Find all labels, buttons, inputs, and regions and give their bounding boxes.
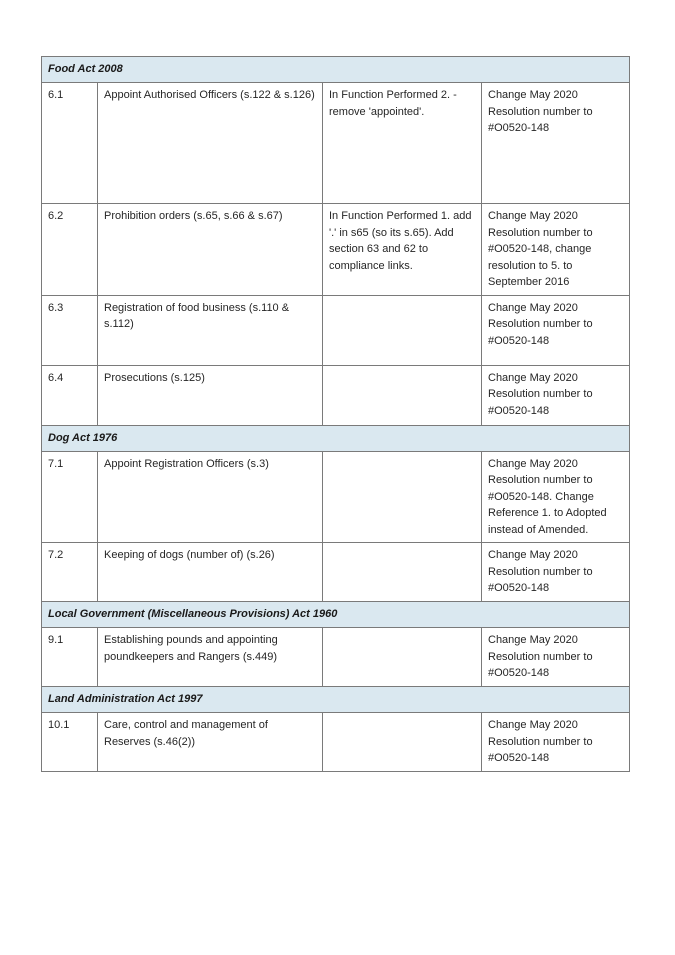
table-row <box>42 543 630 602</box>
function-cell: Registration of food business (s.110 & s.112) <box>98 295 323 365</box>
item-number: 6.1 <box>42 83 98 204</box>
section-header-row <box>42 425 630 451</box>
change-cell: Change May 2020 Resolution number to #O0520-148 <box>482 83 630 204</box>
note-cell <box>323 543 482 602</box>
section-header-row <box>42 57 630 83</box>
table-row <box>42 713 630 772</box>
table-row <box>42 451 630 543</box>
table-row <box>42 83 630 204</box>
function-cell: Prohibition orders (s.65, s.66 & s.67) <box>98 204 323 296</box>
change-cell: Change May 2020 Resolution number to #O0520-148 <box>482 295 630 365</box>
item-number: 6.3 <box>42 295 98 365</box>
note-cell <box>323 451 482 543</box>
change-cell: Change May 2020 Resolution number to #O0520-148 <box>482 543 630 602</box>
section-title: Land Administration Act 1997 <box>42 687 630 713</box>
section-title: Local Government (Miscellaneous Provisions) Act 1960 <box>42 602 630 628</box>
delegations-table <box>41 56 630 772</box>
table-row <box>42 365 630 425</box>
item-number: 7.2 <box>42 543 98 602</box>
note-cell: In Function Performed 1. add '.' in s65 (so its s.65). Add section 63 and 62 to compliance links. <box>323 204 482 296</box>
change-cell: Change May 2020 Resolution number to #O0520-148. Change Reference 1. to Adopted instead of Amended. <box>482 451 630 543</box>
change-cell: Change May 2020 Resolution number to #O0520-148 <box>482 628 630 687</box>
function-cell: Care, control and management of Reserves (s.46(2)) <box>98 713 323 772</box>
change-cell: Change May 2020 Resolution number to #O0520-148, change resolution to 5. to September 2016 <box>482 204 630 296</box>
item-number: 9.1 <box>42 628 98 687</box>
function-cell: Establishing pounds and appointing poundkeepers and Rangers (s.449) <box>98 628 323 687</box>
table-row <box>42 204 630 296</box>
change-cell: Change May 2020 Resolution number to #O0520-148 <box>482 365 630 425</box>
table-row <box>42 295 630 365</box>
function-cell: Appoint Registration Officers (s.3) <box>98 451 323 543</box>
section-title: Food Act 2008 <box>42 57 630 83</box>
note-cell <box>323 295 482 365</box>
section-header-row <box>42 687 630 713</box>
table-row <box>42 628 630 687</box>
item-number: 7.1 <box>42 451 98 543</box>
function-cell: Prosecutions (s.125) <box>98 365 323 425</box>
note-cell <box>323 713 482 772</box>
note-cell: In Function Performed 2. - remove 'appointed'. <box>323 83 482 204</box>
item-number: 6.4 <box>42 365 98 425</box>
function-cell: Appoint Authorised Officers (s.122 & s.126) <box>98 83 323 204</box>
note-cell <box>323 365 482 425</box>
item-number: 10.1 <box>42 713 98 772</box>
section-header-row <box>42 602 630 628</box>
function-cell: Keeping of dogs (number of) (s.26) <box>98 543 323 602</box>
section-title: Dog Act 1976 <box>42 425 630 451</box>
item-number: 6.2 <box>42 204 98 296</box>
change-cell: Change May 2020 Resolution number to #O0520-148 <box>482 713 630 772</box>
note-cell <box>323 628 482 687</box>
